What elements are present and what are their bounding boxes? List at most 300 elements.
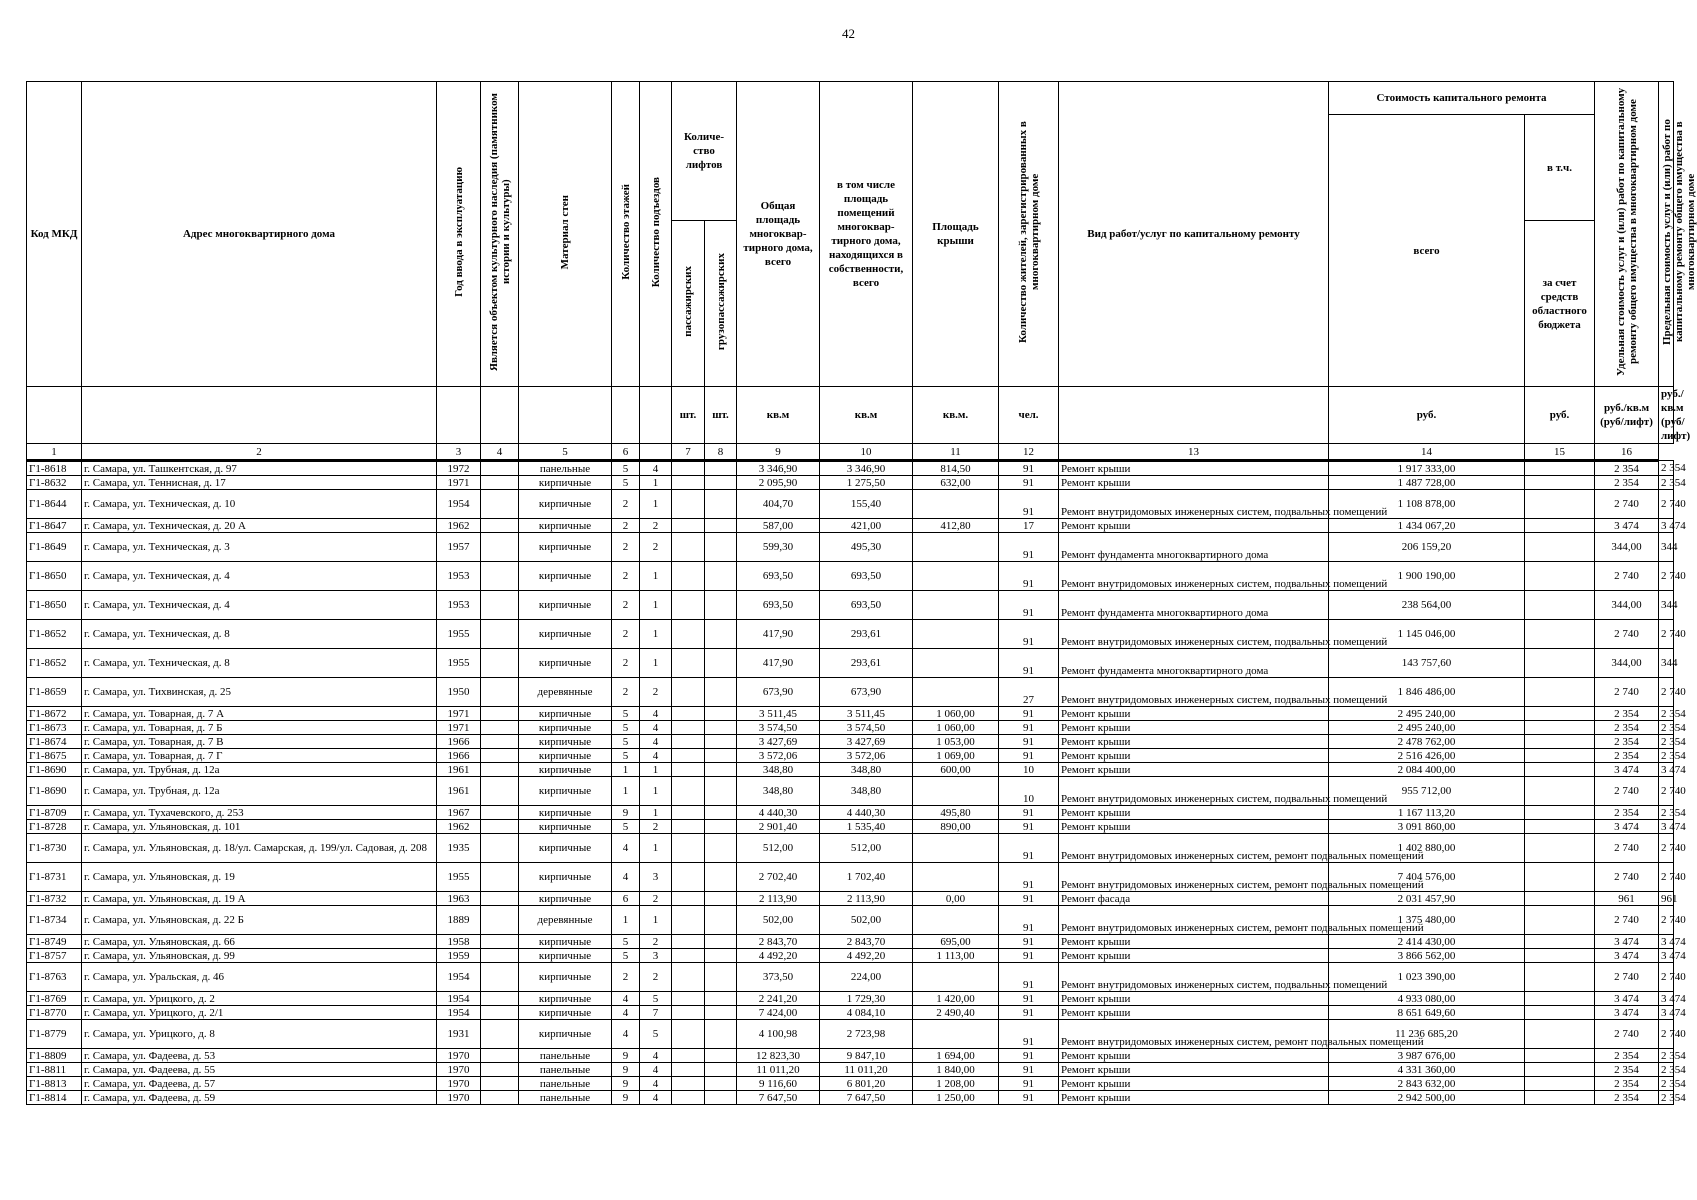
cell-entrances: 1 — [640, 777, 672, 806]
cell-work-type: Ремонт крыши — [1059, 707, 1329, 721]
cell-entrances: 2 — [640, 820, 672, 834]
cell-total-area: 417,90 — [737, 620, 820, 649]
cell-code: Г1-8769 — [27, 992, 82, 1006]
cell-work-type: Ремонт внутридомовых инженерных систем, подвальных помещений — [1059, 678, 1329, 707]
cell-lifts-cargo — [705, 1091, 737, 1105]
cell-owned-area: 348,80 — [820, 777, 913, 806]
cell-unit-cost: 2 354 — [1595, 476, 1659, 490]
cell-year: 1971 — [437, 721, 481, 735]
cell-code: Г1-8809 — [27, 1049, 82, 1063]
unit-rub: руб. — [1525, 387, 1595, 444]
cell-heritage — [481, 834, 519, 863]
cell-unit-cost: 2 354 — [1595, 806, 1659, 820]
cell-cost-total: 1 487 728,00 — [1329, 476, 1525, 490]
cell-lifts-cargo — [705, 1063, 737, 1077]
cell-roof-area: 2 490,40 — [913, 1006, 999, 1020]
cell-floors: 5 — [612, 461, 640, 476]
cell-entrances: 1 — [640, 649, 672, 678]
cell-total-area: 4 440,30 — [737, 806, 820, 820]
cell-regional — [1525, 1063, 1595, 1077]
cell-cost-total: 1 145 046,00 — [1329, 620, 1525, 649]
cell-year: 1971 — [437, 476, 481, 490]
cell-floors: 5 — [612, 735, 640, 749]
header-regional: за счет средств областного бюджета — [1525, 221, 1595, 387]
cell-material: кирпичные — [519, 806, 612, 820]
cell-lifts-passenger — [672, 476, 705, 490]
cell-roof-area: 600,00 — [913, 763, 999, 777]
cell-max-cost: 2 354 — [1659, 1091, 1674, 1105]
cell-material: кирпичные — [519, 519, 612, 533]
cell-unit-cost: 2 354 — [1595, 1049, 1659, 1063]
cell-entrances: 1 — [640, 490, 672, 519]
table-header — [27, 82, 1697, 461]
cell-material: кирпичные — [519, 1006, 612, 1020]
cell-max-cost: 2 740 — [1659, 1020, 1674, 1049]
cell-floors: 5 — [612, 749, 640, 763]
cell-lifts-passenger — [672, 562, 705, 591]
cell-cost-total: 11 236 685,20 — [1329, 1020, 1525, 1049]
cell-work-type: Ремонт крыши — [1059, 949, 1329, 963]
cell-roof-area — [913, 562, 999, 591]
cell-year: 1970 — [437, 1077, 481, 1091]
cell-address: г. Самара, ул. Уральская, д. 46 — [82, 963, 437, 992]
cell-lifts-passenger — [672, 591, 705, 620]
cell-work-type: Ремонт крыши — [1059, 749, 1329, 763]
cell-roof-area — [913, 591, 999, 620]
cell-owned-area: 693,50 — [820, 562, 913, 591]
cell-heritage — [481, 935, 519, 949]
cell-total-area: 502,00 — [737, 906, 820, 935]
table-row — [27, 763, 1674, 777]
cell-owned-area: 1 729,30 — [820, 992, 913, 1006]
cell-residents: 91 — [999, 1091, 1059, 1105]
cell-residents: 91 — [999, 949, 1059, 963]
cell-max-cost: 2 740 — [1659, 777, 1674, 806]
table-row — [27, 1020, 1674, 1049]
cell-year: 1971 — [437, 707, 481, 721]
cell-residents: 91 — [999, 1049, 1059, 1063]
cell-code: Г1-8814 — [27, 1091, 82, 1105]
cell-max-cost: 2 740 — [1659, 678, 1674, 707]
cell-roof-area: 1 053,00 — [913, 735, 999, 749]
unit-per: руб./кв.м (руб/лифт) — [1595, 387, 1659, 444]
cell-lifts-passenger — [672, 649, 705, 678]
cell-entrances: 1 — [640, 591, 672, 620]
cell-lifts-passenger — [672, 735, 705, 749]
cell-year: 1950 — [437, 678, 481, 707]
table-body — [27, 461, 1686, 1105]
cell-total-area: 2 901,40 — [737, 820, 820, 834]
cell-owned-area: 4 492,20 — [820, 949, 913, 963]
column-number: 10 — [820, 444, 913, 461]
cell-code: Г1-8632 — [27, 476, 82, 490]
cell-regional — [1525, 834, 1595, 863]
cell-unit-cost: 2 740 — [1595, 777, 1659, 806]
cell-owned-area: 4 084,10 — [820, 1006, 913, 1020]
cell-max-cost: 2 354 — [1659, 707, 1674, 721]
cell-cost-total: 1 917 333,00 — [1329, 461, 1525, 476]
cell-material: кирпичные — [519, 490, 612, 519]
cell-floors: 5 — [612, 949, 640, 963]
cell-floors: 2 — [612, 963, 640, 992]
cell-cost-total: 2 495 240,00 — [1329, 721, 1525, 735]
cell-address: г. Самара, ул. Ульяновская, д. 19 — [82, 863, 437, 892]
cell-roof-area — [913, 963, 999, 992]
cell-cost-total: 1 846 486,00 — [1329, 678, 1525, 707]
header-cost-total: всего — [1329, 115, 1525, 387]
cell-residents: 91 — [999, 591, 1059, 620]
cell-heritage — [481, 490, 519, 519]
cell-lifts-cargo — [705, 992, 737, 1006]
cell-heritage — [481, 1077, 519, 1091]
cell-lifts-cargo — [705, 906, 737, 935]
cell-heritage — [481, 892, 519, 906]
cell-owned-area: 673,90 — [820, 678, 913, 707]
cell-regional — [1525, 820, 1595, 834]
cell-total-area: 4 100,98 — [737, 1020, 820, 1049]
cell-roof-area: 495,80 — [913, 806, 999, 820]
column-number: 6 — [612, 444, 640, 461]
cell-lifts-passenger — [672, 620, 705, 649]
cell-owned-area: 693,50 — [820, 591, 913, 620]
column-number: 15 — [1525, 444, 1595, 461]
cell-address: г. Самара, ул. Техническая, д. 8 — [82, 620, 437, 649]
cell-code: Г1-8673 — [27, 721, 82, 735]
cell-total-area: 2 113,90 — [737, 892, 820, 906]
cell-lifts-cargo — [705, 678, 737, 707]
cell-address: г. Самара, ул. Теннисная, д. 17 — [82, 476, 437, 490]
table-row — [27, 1077, 1674, 1091]
cell-entrances: 1 — [640, 806, 672, 820]
cell-unit-cost: 961 — [1595, 892, 1659, 906]
cell-lifts-passenger — [672, 992, 705, 1006]
cell-cost-total: 8 651 649,60 — [1329, 1006, 1525, 1020]
cell-total-area: 2 241,20 — [737, 992, 820, 1006]
cell-residents: 91 — [999, 562, 1059, 591]
cell-roof-area — [913, 906, 999, 935]
cell-owned-area: 3 574,50 — [820, 721, 913, 735]
cell-work-type: Ремонт крыши — [1059, 1091, 1329, 1105]
cell-code: Г1-8709 — [27, 806, 82, 820]
cell-work-type: Ремонт крыши — [1059, 820, 1329, 834]
cell-work-type: Ремонт внутридомовых инженерных систем, ремонт подвальных помещений — [1059, 906, 1329, 935]
table-row — [27, 620, 1674, 649]
header-cost-group: Стоимость капитального ремонта — [1329, 82, 1595, 115]
cell-cost-total: 2 942 500,00 — [1329, 1091, 1525, 1105]
cell-residents: 91 — [999, 533, 1059, 562]
cell-year: 1962 — [437, 519, 481, 533]
cell-entrances: 4 — [640, 461, 672, 476]
table-row — [27, 591, 1674, 620]
unit-sqm: кв.м. — [913, 387, 999, 444]
cell-max-cost: 3 474 — [1659, 820, 1674, 834]
cell-residents: 91 — [999, 906, 1059, 935]
cell-max-cost: 961 — [1659, 892, 1674, 906]
cell-max-cost: 2 354 — [1659, 461, 1674, 476]
cell-regional — [1525, 1006, 1595, 1020]
cell-year: 1954 — [437, 490, 481, 519]
cell-code: Г1-8813 — [27, 1077, 82, 1091]
header-roof-area: Площадь крыши — [913, 82, 999, 387]
table-row — [27, 519, 1674, 533]
cell-heritage — [481, 649, 519, 678]
cell-regional — [1525, 490, 1595, 519]
cell-lifts-passenger — [672, 820, 705, 834]
cell-material: кирпичные — [519, 949, 612, 963]
cell-cost-total: 1 167 113,20 — [1329, 806, 1525, 820]
cell-year: 1954 — [437, 992, 481, 1006]
cell-cost-total: 7 404 576,00 — [1329, 863, 1525, 892]
table-row — [27, 963, 1674, 992]
cell-max-cost: 3 474 — [1659, 992, 1674, 1006]
cell-residents: 91 — [999, 649, 1059, 678]
cell-address: г. Самара, ул. Ульяновская, д. 66 — [82, 935, 437, 949]
cell-roof-area: 0,00 — [913, 892, 999, 906]
table-row — [27, 749, 1674, 763]
cell-work-type: Ремонт крыши — [1059, 1063, 1329, 1077]
column-number: 7 — [672, 444, 705, 461]
cell-total-area: 2 702,40 — [737, 863, 820, 892]
cell-lifts-passenger — [672, 777, 705, 806]
cell-heritage — [481, 949, 519, 963]
cell-floors: 2 — [612, 533, 640, 562]
cell-residents: 91 — [999, 863, 1059, 892]
cell-cost-total: 1 023 390,00 — [1329, 963, 1525, 992]
unit-people: чел. — [999, 387, 1059, 444]
cell-regional — [1525, 649, 1595, 678]
cell-lifts-passenger — [672, 906, 705, 935]
header-year: Год ввода в эксплуатацию — [437, 82, 481, 387]
cell-work-type: Ремонт крыши — [1059, 806, 1329, 820]
cell-unit-cost: 2 354 — [1595, 735, 1659, 749]
cell-address: г. Самара, ул. Техническая, д. 3 — [82, 533, 437, 562]
cell-residents: 91 — [999, 707, 1059, 721]
cell-cost-total: 4 933 080,00 — [1329, 992, 1525, 1006]
cell-lifts-cargo — [705, 892, 737, 906]
cell-address: г. Самара, ул. Товарная, д. 7 Г — [82, 749, 437, 763]
cell-unit-cost: 2 740 — [1595, 562, 1659, 591]
cell-material: кирпичные — [519, 707, 612, 721]
unit-sqm: кв.м — [737, 387, 820, 444]
cell-year: 1970 — [437, 1063, 481, 1077]
cell-entrances: 4 — [640, 707, 672, 721]
cell-entrances: 5 — [640, 992, 672, 1006]
cell-heritage — [481, 678, 519, 707]
cell-regional — [1525, 749, 1595, 763]
cell-year: 1955 — [437, 863, 481, 892]
cell-total-area: 417,90 — [737, 649, 820, 678]
cell-heritage — [481, 1006, 519, 1020]
cell-unit-cost: 2 354 — [1595, 461, 1659, 476]
cell-lifts-cargo — [705, 649, 737, 678]
cell-regional — [1525, 461, 1595, 476]
cell-material: кирпичные — [519, 721, 612, 735]
cell-work-type: Ремонт фасада — [1059, 892, 1329, 906]
cell-regional — [1525, 1020, 1595, 1049]
cell-owned-area: 6 801,20 — [820, 1077, 913, 1091]
cell-lifts-cargo — [705, 949, 737, 963]
cell-lifts-passenger — [672, 834, 705, 863]
cell-entrances: 4 — [640, 749, 672, 763]
table-row — [27, 992, 1674, 1006]
cell-address: г. Самара, ул. Фадеева, д. 57 — [82, 1077, 437, 1091]
cell-year: 1935 — [437, 834, 481, 863]
cell-max-cost: 2 740 — [1659, 562, 1674, 591]
cell-heritage — [481, 620, 519, 649]
cell-unit-cost: 3 474 — [1595, 992, 1659, 1006]
cell-lifts-cargo — [705, 735, 737, 749]
cell-max-cost: 2 354 — [1659, 749, 1674, 763]
cell-owned-area: 3 427,69 — [820, 735, 913, 749]
cell-address: г. Самара, ул. Урицкого, д. 2 — [82, 992, 437, 1006]
cell-owned-area: 1 535,40 — [820, 820, 913, 834]
cell-lifts-passenger — [672, 749, 705, 763]
cell-heritage — [481, 707, 519, 721]
cell-regional — [1525, 992, 1595, 1006]
header-lifts: Количе-ство лифтов — [672, 82, 737, 221]
cell-unit-cost: 344,00 — [1595, 533, 1659, 562]
cell-lifts-cargo — [705, 1077, 737, 1091]
column-number: 11 — [913, 444, 999, 461]
cell-regional — [1525, 519, 1595, 533]
cell-floors: 5 — [612, 820, 640, 834]
cell-heritage — [481, 1049, 519, 1063]
cell-owned-area: 3 346,90 — [820, 461, 913, 476]
cell-regional — [1525, 1049, 1595, 1063]
cell-lifts-passenger — [672, 863, 705, 892]
cell-code: Г1-8730 — [27, 834, 82, 863]
cell-material: панельные — [519, 461, 612, 476]
cell-roof-area: 890,00 — [913, 820, 999, 834]
cell-address: г. Самара, ул. Фадеева, д. 59 — [82, 1091, 437, 1105]
cell-owned-area: 3 572,06 — [820, 749, 913, 763]
cell-residents: 91 — [999, 1063, 1059, 1077]
cell-code: Г1-8690 — [27, 777, 82, 806]
cell-lifts-cargo — [705, 707, 737, 721]
cell-residents: 91 — [999, 820, 1059, 834]
cell-material: кирпичные — [519, 749, 612, 763]
cell-year: 1955 — [437, 649, 481, 678]
cell-address: г. Самара, ул. Ташкентская, д. 97 — [82, 461, 437, 476]
column-numbers-row — [27, 444, 1674, 461]
cell-lifts-cargo — [705, 763, 737, 777]
cell-cost-total: 1 434 067,20 — [1329, 519, 1525, 533]
cell-heritage — [481, 735, 519, 749]
cell-total-area: 3 511,45 — [737, 707, 820, 721]
cell-total-area: 693,50 — [737, 562, 820, 591]
cell-material: панельные — [519, 1063, 612, 1077]
cell-lifts-passenger — [672, 1006, 705, 1020]
cell-year: 1967 — [437, 806, 481, 820]
column-number: 16 — [1595, 444, 1659, 461]
cell-owned-area: 2 843,70 — [820, 935, 913, 949]
cell-lifts-cargo — [705, 820, 737, 834]
cell-max-cost: 2 354 — [1659, 735, 1674, 749]
cell-code: Г1-8650 — [27, 562, 82, 591]
cell-owned-area: 224,00 — [820, 963, 913, 992]
table-row — [27, 949, 1674, 963]
cell-material: панельные — [519, 1049, 612, 1063]
cell-owned-area: 2 113,90 — [820, 892, 913, 906]
cell-heritage — [481, 992, 519, 1006]
table-row — [27, 1006, 1674, 1020]
cell-floors: 2 — [612, 562, 640, 591]
cell-residents: 91 — [999, 1006, 1059, 1020]
cell-cost-total: 4 331 360,00 — [1329, 1063, 1525, 1077]
cell-lifts-cargo — [705, 1020, 737, 1049]
cell-lifts-passenger — [672, 533, 705, 562]
cell-floors: 9 — [612, 1049, 640, 1063]
cell-cost-total: 3 091 860,00 — [1329, 820, 1525, 834]
cell-lifts-cargo — [705, 1006, 737, 1020]
cell-max-cost: 3 474 — [1659, 949, 1674, 963]
cell-owned-area: 293,61 — [820, 620, 913, 649]
header-max-cost: Предельная стоимость услуг и (или) работ по капитальному ремонту общего имущества в многоквартирном доме — [1659, 82, 1674, 387]
column-number: 13 — [1059, 444, 1329, 461]
cell-address: г. Самара, ул. Ульяновская, д. 19 А — [82, 892, 437, 906]
table-row — [27, 892, 1674, 906]
capital-repair-table — [26, 81, 1697, 1105]
cell-total-area: 11 011,20 — [737, 1063, 820, 1077]
units-row — [27, 387, 1674, 444]
cell-heritage — [481, 533, 519, 562]
cell-regional — [1525, 892, 1595, 906]
column-number: 2 — [82, 444, 437, 461]
cell-unit-cost: 2 740 — [1595, 863, 1659, 892]
cell-code: Г1-8675 — [27, 749, 82, 763]
column-number: 4 — [481, 444, 519, 461]
cell-heritage — [481, 806, 519, 820]
cell-lifts-cargo — [705, 834, 737, 863]
cell-lifts-cargo — [705, 519, 737, 533]
cell-address: г. Самара, ул. Товарная, д. 7 Б — [82, 721, 437, 735]
cell-material: кирпичные — [519, 892, 612, 906]
cell-address: г. Самара, ул. Техническая, д. 20 А — [82, 519, 437, 533]
cell-heritage — [481, 476, 519, 490]
cell-owned-area: 2 723,98 — [820, 1020, 913, 1049]
cell-entrances: 3 — [640, 863, 672, 892]
cell-year: 1959 — [437, 949, 481, 963]
cell-lifts-cargo — [705, 721, 737, 735]
cell-total-area: 7 647,50 — [737, 1091, 820, 1105]
unit-per: руб./кв.м (руб/лифт) — [1659, 387, 1674, 444]
cell-regional — [1525, 949, 1595, 963]
cell-floors: 5 — [612, 935, 640, 949]
cell-residents: 91 — [999, 749, 1059, 763]
cell-entrances: 4 — [640, 1049, 672, 1063]
header-lifts-cargo: грузопассажирских — [705, 221, 737, 387]
cell-roof-area: 1 208,00 — [913, 1077, 999, 1091]
cell-work-type: Ремонт крыши — [1059, 735, 1329, 749]
cell-floors: 5 — [612, 707, 640, 721]
cell-owned-area: 11 011,20 — [820, 1063, 913, 1077]
cell-floors: 5 — [612, 721, 640, 735]
cell-residents: 91 — [999, 476, 1059, 490]
cell-address: г. Самара, ул. Фадеева, д. 53 — [82, 1049, 437, 1063]
cell-heritage — [481, 1020, 519, 1049]
cell-max-cost: 3 474 — [1659, 1006, 1674, 1020]
cell-code: Г1-8728 — [27, 820, 82, 834]
cell-owned-area: 293,61 — [820, 649, 913, 678]
cell-floors: 6 — [612, 892, 640, 906]
cell-address: г. Самара, ул. Трубная, д. 12а — [82, 777, 437, 806]
cell-address: г. Самара, ул. Тихвинская, д. 25 — [82, 678, 437, 707]
cell-regional — [1525, 863, 1595, 892]
cell-code: Г1-8644 — [27, 490, 82, 519]
cell-year: 1953 — [437, 562, 481, 591]
cell-work-type: Ремонт внутридомовых инженерных систем, подвальных помещений — [1059, 777, 1329, 806]
cell-roof-area — [913, 1020, 999, 1049]
